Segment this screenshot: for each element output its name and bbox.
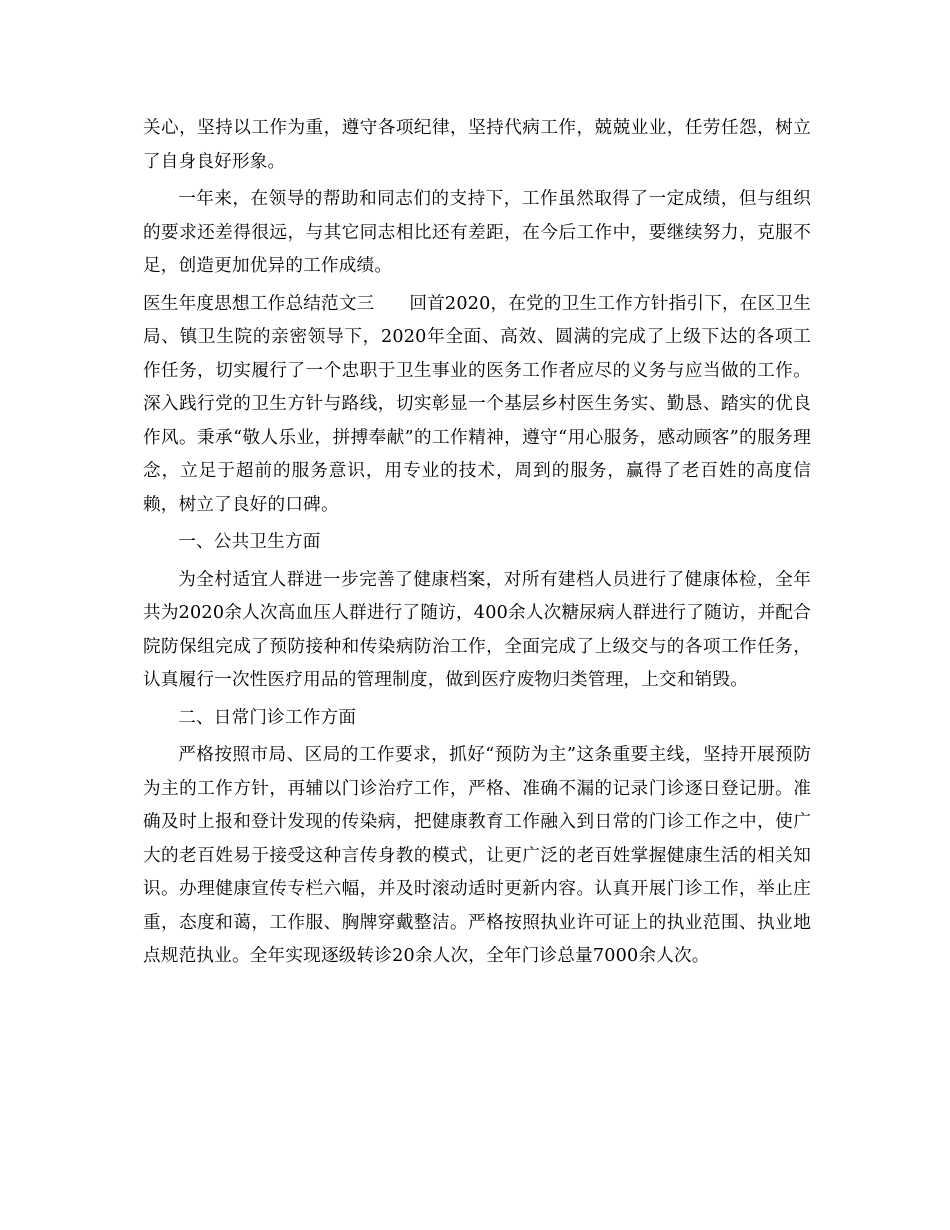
paragraph-continuation: 关心，坚持以工作为重，遵守各项纪律，坚持代病工作，兢兢业业，任劳任怨，树立了自身良好形象。	[143, 118, 811, 172]
document-body	[143, 112, 811, 974]
paragraph-section-three	[143, 288, 811, 523]
subheading-outpatient: 二、日常门诊工作方面	[178, 707, 357, 728]
subheading-public-health: 一、公共卫生方面	[178, 532, 321, 552]
section-three-text: 回首2020，在党的卫生工作方针指引下，在区卫生局、镇卫生院的亲密领导下，2020年全面、高效、圆满的完成了上级下达的各项工作任务，切实履行了一个忠职于卫生事业的医务工作者应尽的义务与应当做的工作。深入践行党的卫生方针与路线，切实彰显一个基层乡村医生务实、勤恳、踏实的优良作风。秉承“敬人乐业，拼搏奉献”的工作精神，遵守“用心服务，感动顾客”的服务理念，立足于超前的服务意识，用专业的技术，周到的服务，赢得了老百姓的高度信赖，树立了良好的口碑。	[143, 293, 811, 515]
paragraph-summary: 一年来，在领导的帮助和同志们的支持下，工作虽然取得了一定成绩，但与组织的要求还差得很远，与其它同志相比还有差距，在今后工作中，要继续努力，克服不足，创造更加优异的工作成绩。	[143, 189, 811, 276]
heading-spacer	[374, 294, 409, 314]
paragraph-outpatient: 严格按照市局、区局的工作要求，抓好“预防为主”这条重要主线，坚持开展预防为主的工作方针，再辅以门诊治疗工作，严格、准确不漏的记录门诊逐日登记册。准确及时上报和登计发现的传染病，把健康教育工作融入到日常的门诊工作之中，使广大的老百姓易于接受这种言传身教的模式，让更广泛的老百姓掌握健康生活的相关知识。办理健康宣传专栏六幅，并及时滚动适时更新内容。认真开展门诊工作，举止庄重，态度和蔼，工作服、胸牌穿戴整洁。严格按照执业许可证上的执业范围、执业地点规范执业。全年实现逐级转诊20余人次，全年门诊总量7000余人次。	[143, 745, 811, 966]
section-heading: 医生年度思想工作总结范文三	[143, 293, 375, 314]
paragraph-public-health: 为全村适宜人群进一步完善了健康档案，对所有建档人员进行了健康体检，全年共为2020余人次高血压人群进行了随访，400余人次糖尿病人群进行了随访，并配合院防保组完成了预防接种和传染病防治工作，全面完成了上级交与的各项工作任务，认真履行一次性医疗用品的管理制度，做到医疗废物归类管理，上交和销毁。	[143, 569, 811, 690]
